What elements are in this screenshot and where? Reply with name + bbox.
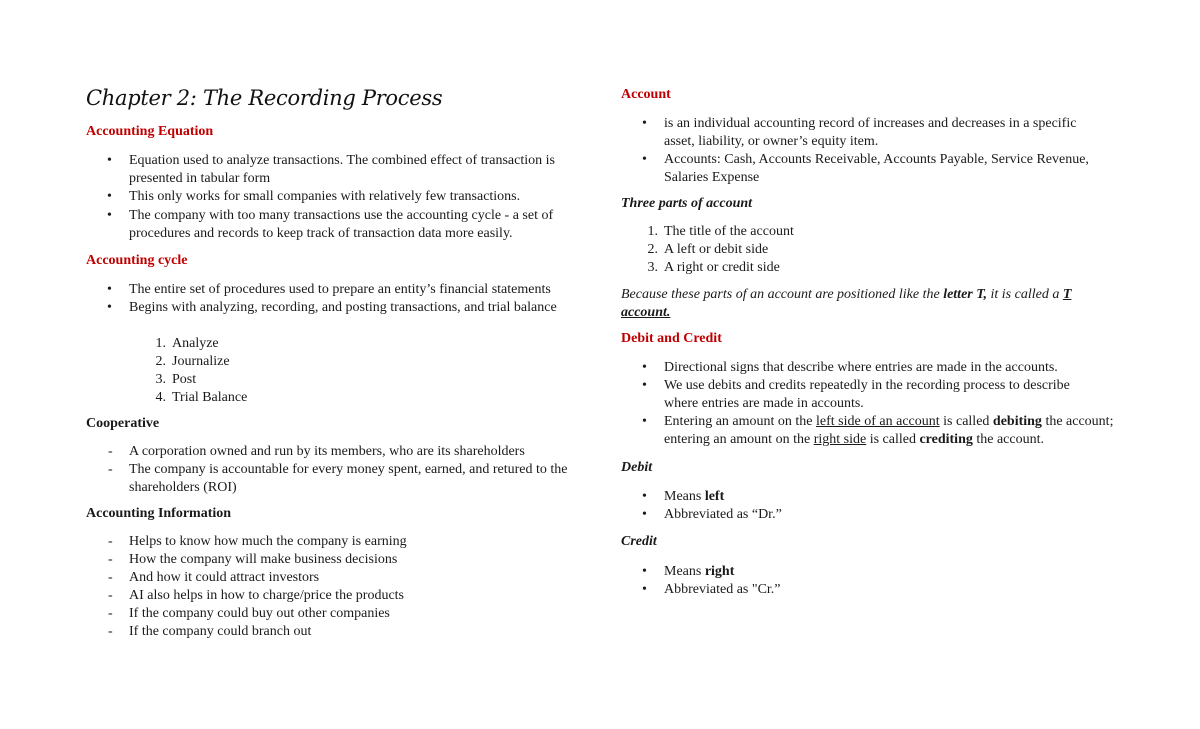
list-item: • Equation used to analyze transactions. The combined effect of transaction is presented in tabular form bbox=[107, 153, 555, 186]
bullet-icon: • bbox=[642, 564, 647, 579]
numbered-step: 4. Trial Balance bbox=[155, 390, 248, 405]
numbered-step: 2. Journalize bbox=[155, 354, 230, 369]
bullet-icon: • bbox=[642, 378, 647, 393]
list-item: - If the company could buy out other companies bbox=[108, 606, 390, 621]
bullet-icon: • bbox=[107, 300, 112, 315]
list-item: • The entire set of procedures used to prepare an entity’s financial statements bbox=[107, 282, 551, 297]
list-item: • is an individual accounting record of increases and decreases in a specific asset, liability, or owner’s equity item. bbox=[642, 116, 1077, 149]
bullet-icon: • bbox=[107, 282, 112, 297]
list-item: • Entering an amount on the left side of an account is called debiting the account; entering an amount on the right side is called crediting the account. bbox=[642, 414, 1114, 447]
page-title: Chapter 2: The Recording Process bbox=[86, 86, 443, 110]
list-item: • We use debits and credits repeatedly in the recording process to describe where entries are made in accounts. bbox=[642, 378, 1070, 411]
bullet-icon: • bbox=[642, 507, 647, 522]
list-item: • Begins with analyzing, recording, and posting transactions, and trial balance bbox=[107, 300, 557, 315]
list-item: - And how it could attract investors bbox=[108, 570, 320, 585]
list-item: • This only works for small companies with relatively few transactions. bbox=[107, 189, 521, 204]
list-item: - Helps to know how much the company is earning bbox=[108, 534, 407, 549]
list-item: • Abbreviated as "Cr.” bbox=[642, 582, 781, 597]
heading-debit: Debit bbox=[621, 460, 653, 475]
bullet-icon: • bbox=[107, 153, 112, 168]
heading-accounting-cycle: Accounting cycle bbox=[86, 253, 188, 268]
list-item: • Directional signs that describe where entries are made in the accounts. bbox=[642, 360, 1058, 375]
heading-account: Account bbox=[621, 87, 671, 102]
list-item: - A corporation owned and run by its members, who are its shareholders bbox=[108, 444, 525, 459]
bullet-icon: • bbox=[642, 582, 647, 597]
list-item: • Means left bbox=[642, 489, 725, 504]
numbered-step: 3. A right or credit side bbox=[647, 260, 780, 275]
heading-credit: Credit bbox=[621, 534, 657, 549]
list-item: • The company with too many transactions use the accounting cycle - a set of procedures and records to keep track of transaction data more easily. bbox=[107, 208, 554, 241]
list-item: • Means right bbox=[642, 564, 735, 579]
list-item: - If the company could branch out bbox=[108, 624, 312, 639]
bullet-icon: • bbox=[642, 116, 647, 131]
heading-cooperative: Cooperative bbox=[86, 416, 160, 431]
numbered-step: 1. Analyze bbox=[155, 336, 219, 351]
heading-three-parts: Three parts of account bbox=[621, 196, 753, 211]
numbered-step: 1. The title of the account bbox=[647, 224, 794, 239]
bullet-icon: • bbox=[642, 489, 647, 504]
list-item: - The company is accountable for every money spent, earned, and retured to the shareholders (ROI) bbox=[108, 462, 568, 495]
list-item: • Accounts: Cash, Accounts Receivable, Accounts Payable, Service Revenue, Salaries Expense bbox=[642, 152, 1089, 185]
list-item: - AI also helps in how to charge/price the products bbox=[108, 588, 405, 603]
numbered-step: 2. A left or debit side bbox=[647, 242, 769, 257]
bullet-icon: • bbox=[642, 414, 647, 429]
bullet-icon: • bbox=[642, 152, 647, 167]
list-item: - How the company will make business decisions bbox=[108, 552, 398, 567]
heading-accounting-equation: Accounting Equation bbox=[86, 124, 214, 139]
list-item: • Abbreviated as “Dr.” bbox=[642, 507, 782, 522]
heading-accounting-information: Accounting Information bbox=[86, 506, 232, 521]
numbered-step: 3. Post bbox=[155, 372, 197, 387]
heading-debit-and-credit: Debit and Credit bbox=[621, 331, 722, 346]
bullet-icon: • bbox=[107, 189, 112, 204]
bullet-icon: • bbox=[107, 208, 112, 223]
t-account-note: Because these parts of an account are positioned like the letter T, it is called a T account. bbox=[621, 287, 1072, 320]
bullet-icon: • bbox=[642, 360, 647, 375]
